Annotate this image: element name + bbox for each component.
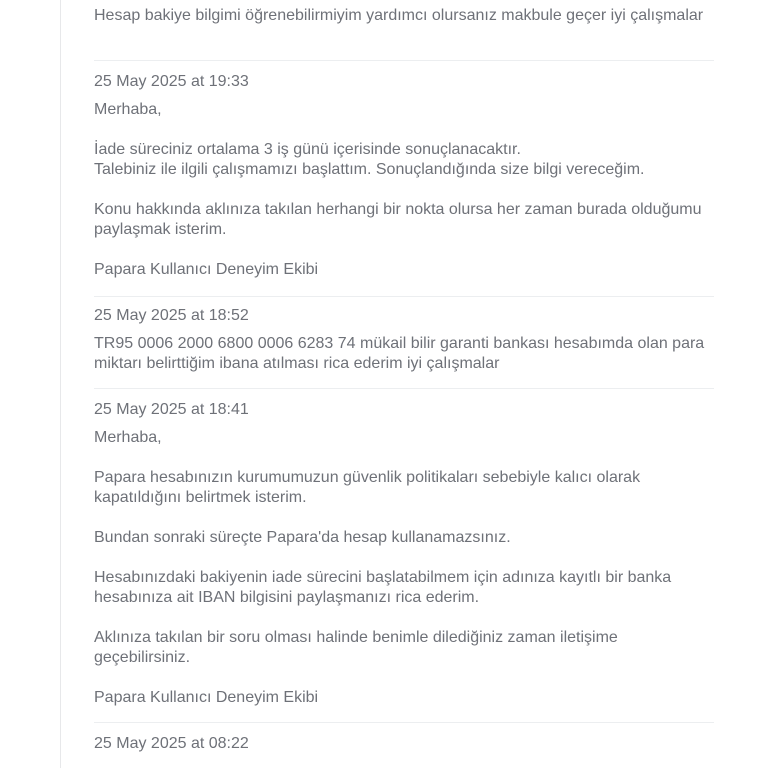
- message-agent-2: [94, 400, 714, 708]
- message-body: Bundan sonraki süreçte Papara'da hesap kullanamazsınız.: [94, 529, 511, 546]
- message-body: Hesap bakiye bilgimi öğrenebilirmiyim yardımcı olursanız makbule geçer iyi çalışmalar: [94, 7, 704, 24]
- message-body: Papara hesabınızın kurumumuzun güvenlik politikaları sebebiyle kalıcı olarak kapatıldığını belirtmek isterim.: [94, 469, 641, 506]
- message-body: İade süreciniz ortalama 3 iş günü içerisinde sonuçlanacaktır. Talebiniz ile ilgili çalışmamızı başlattım. Sonuçlandığında size bilgi vereceğim.: [94, 141, 645, 178]
- message-signature: Papara Kullanıcı Deneyim Ekibi: [94, 689, 319, 706]
- message-body: Hesabınızdaki bakiyenin iade sürecini başlatabilmem için adınıza kayıtlı bir banka hesabınıza ait IBAN bilgisini paylaşmanızı rica ederim.: [94, 569, 672, 606]
- message-divider: [94, 388, 714, 389]
- message-customer-2: [94, 306, 714, 374]
- message-greeting: Merhaba,: [94, 429, 162, 446]
- message-customer-1: [94, 6, 714, 26]
- message-customer-3: [94, 734, 714, 754]
- message-greeting: Merhaba,: [94, 101, 162, 118]
- message-timestamp: 25 May 2025 at 19:33: [94, 73, 249, 90]
- message-timestamp: 25 May 2025 at 18:52: [94, 307, 249, 324]
- thread-rail: [60, 0, 61, 768]
- message-divider: [94, 296, 714, 297]
- message-timestamp: 25 May 2025 at 18:41: [94, 401, 249, 418]
- message-signature: Papara Kullanıcı Deneyim Ekibi: [94, 261, 319, 278]
- message-body: Aklınıza takılan bir soru olması halinde benimle dilediğiniz zaman iletişime geçebilirsiniz.: [94, 629, 618, 666]
- message-timestamp: 25 May 2025 at 08:22: [94, 735, 249, 752]
- message-body: TR95 0006 2000 6800 0006 6283 74 mükail bilir garanti bankası hesabımda olan para miktarı belirttiğim ibana atılması rica ederim iyi çalışmalar: [94, 335, 705, 372]
- message-agent-1: [94, 72, 714, 280]
- message-body: Konu hakkında aklınıza takılan herhangi bir nokta olursa her zaman burada olduğumu paylaşmak isterim.: [94, 201, 702, 238]
- message-divider: [94, 722, 714, 723]
- message-divider: [94, 60, 714, 61]
